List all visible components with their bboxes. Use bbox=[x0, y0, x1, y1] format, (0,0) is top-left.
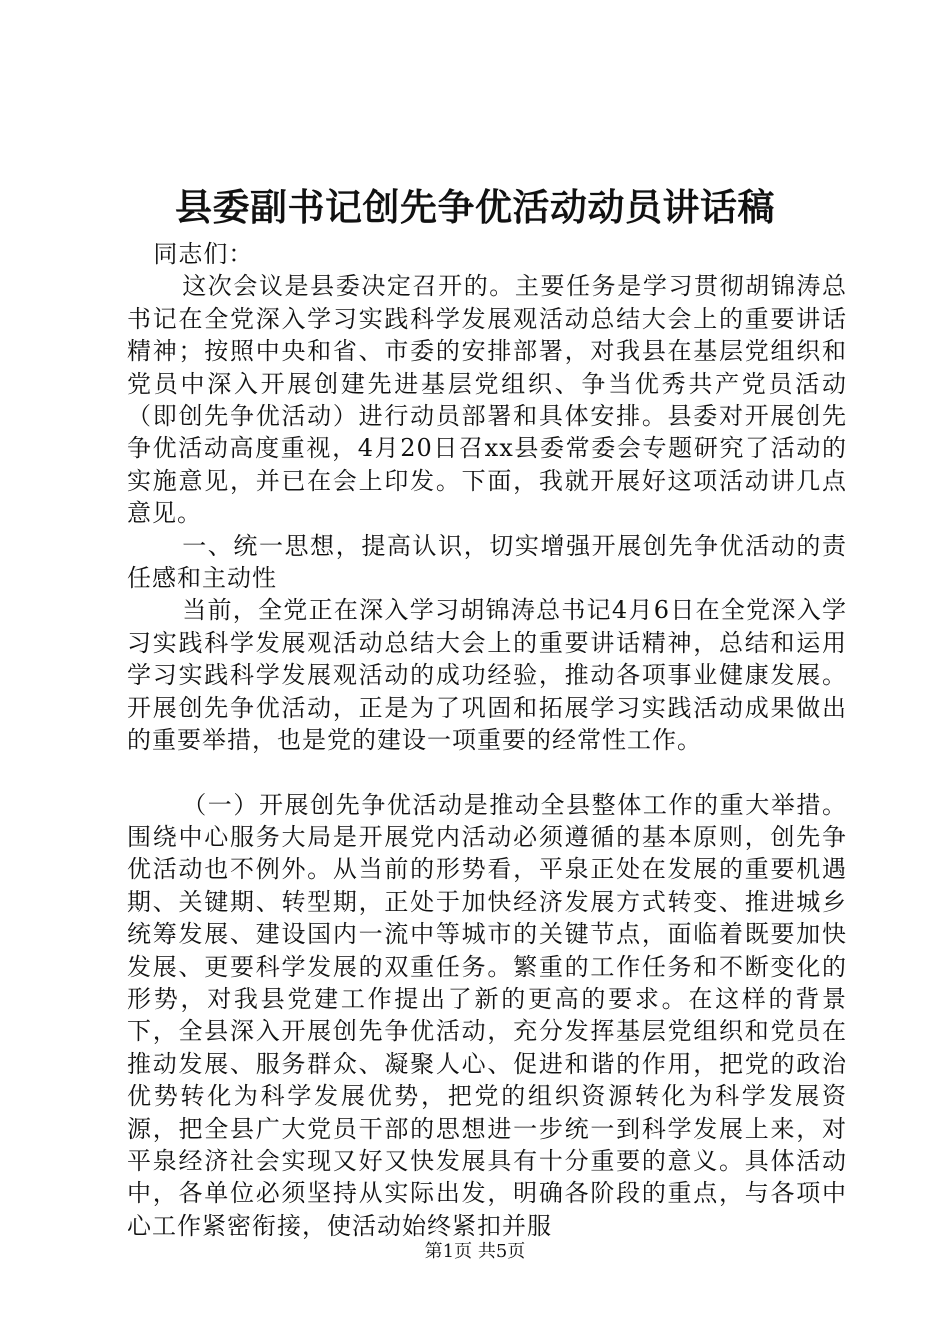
document-title: 县委副书记创先争优活动动员讲话稿 bbox=[175, 186, 775, 229]
document-body bbox=[127, 238, 847, 1242]
paragraph: （一）开展创先争优活动是推动全县整体工作的重大举措。围绕中心服务大局是开展党内活动必须遵循的基本原则，创先争优活动也不例外。从当前的形势看，平泉正处在发展的重要机遇期、关键期、转型期，正处于加快经济发展方式转变、推进城乡统筹发展、建设国内一流中等城市的关键节点，面临着既要加快发展、更要科学发展的双重任务。繁重的工作任务和不断变化的形势，对我县党建工作提出了新的更高的要求。在这样的背景下，全县深入开展创先争优活动，充分发挥基层党组织和党员在推动发展、服务群众、凝聚人心、促进和谐的作用，把党的政治优势转化为科学发展优势，把党的组织资源转化为科学发展资源，把全县广大党员干部的思想进一步统一到科学发展上来，对平泉经济社会实现又好又快发展具有十分重要的意义。具体活动中，各单位必须坚持从实际出发，明确各阶段的重点，与各项中心工作紧密衔接，使活动始终紧扣并服 bbox=[127, 790, 847, 1240]
salutation: 同志们： bbox=[153, 240, 254, 268]
paragraph: 这次会议是县委决定召开的。主要任务是学习贯彻胡锦涛总书记在全党深入学习实践科学发展观活动总结大会上的重要讲话精神；按照中央和省、市委的安排部署，对我县在基层党组织和党员中深入开展创建先进基层党组织、争当优秀共产党员活动（即创先争优活动）进行动员部署和具体安排。县委对开展创先争优活动高度重视，4月20日召xx县委常委会专题研究了活动的实施意见，并已在会上印发。下面，我就开展好这项活动讲几点意见。 bbox=[127, 272, 847, 528]
section-heading: 一、统一思想，提高认识，切实增强开展创先争优活动的责任感和主动性 bbox=[127, 531, 847, 593]
page-number: 第1页 共5页 bbox=[424, 1241, 526, 1262]
paragraph: 当前，全党正在深入学习胡锦涛总书记4月6日在全党深入学习实践科学发展观活动总结大会上的重要讲话精神，总结和运用学习实践科学发展观活动的成功经验，推动各项事业健康发展。开展创先争优活动，正是为了巩固和拓展学习实践活动成果做出的重要举措，也是党的建设一项重要的经常性工作。 bbox=[127, 596, 847, 755]
